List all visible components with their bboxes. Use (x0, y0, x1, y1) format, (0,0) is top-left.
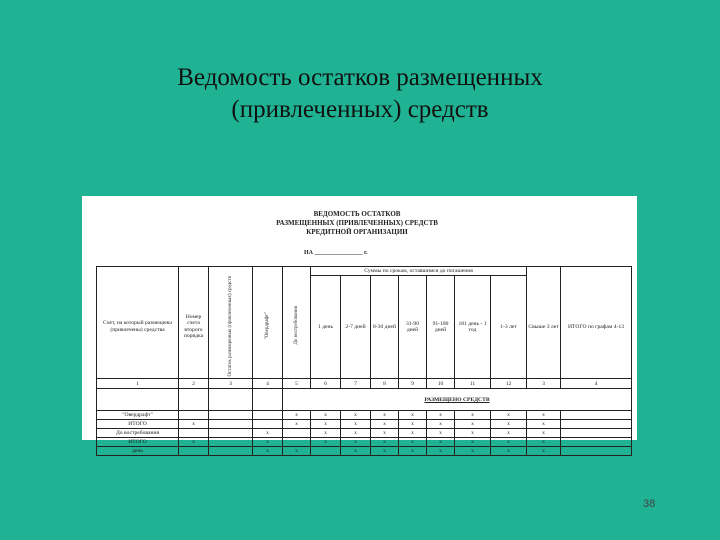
column-header (399, 276, 427, 379)
column-header (253, 276, 283, 379)
column-header-label: До востребования (293, 306, 299, 345)
table-row (97, 411, 632, 420)
table-cell (283, 438, 311, 447)
table-cell (209, 420, 253, 429)
table-cell: x (283, 411, 311, 420)
table-cell: x (399, 438, 427, 447)
table-cell: x (527, 420, 561, 429)
table-cell: x (311, 438, 341, 447)
table-cell: x (455, 447, 491, 456)
column-header (491, 276, 527, 379)
column-header-label: 8-30 дней (373, 323, 396, 330)
table-cell (561, 411, 632, 420)
document-date-line: НА ________________ г. (304, 250, 368, 256)
table-cell: x (341, 420, 371, 429)
table-cell: x (311, 420, 341, 429)
table-cell: x (253, 429, 283, 438)
column-header-label: Свыше 3 лет (528, 323, 559, 330)
table-row (97, 429, 632, 438)
table-cell: x (491, 429, 527, 438)
table-cell (311, 447, 341, 456)
table-header-row (97, 267, 632, 276)
table-cell: x (253, 438, 283, 447)
table-cell: x (427, 429, 455, 438)
table-cell: x (527, 429, 561, 438)
section-label-text: РАЗМЕЩЕНО СРЕДСТВ (424, 396, 490, 403)
table-cell: x (371, 411, 399, 420)
table-cell: x (341, 438, 371, 447)
column-header-label: Счет, на который размещены (привлечены) средства (103, 320, 172, 333)
document-image (82, 196, 637, 455)
table-cell: x (527, 438, 561, 447)
column-number: 9 (399, 379, 427, 389)
table-cell: x (427, 447, 455, 456)
table-cell (561, 447, 632, 456)
table-cell: x (455, 420, 491, 429)
document-heading-line-1: ВЕДОМОСТЬ ОСТАТКОВ (313, 210, 401, 218)
table-cell (561, 420, 632, 429)
column-number: 3 (209, 379, 253, 389)
column-header-label: ИТОГО по графам 4-13 (568, 323, 625, 330)
column-header-label: 181 день - 1 год (458, 320, 487, 334)
slide-title-line-1: Ведомость остатков размещенных (177, 64, 543, 91)
section-row (97, 389, 632, 411)
column-header-label: 91-180 дней (432, 320, 449, 334)
table-cell (179, 411, 209, 420)
table-cell: x (399, 420, 427, 429)
table-cell (209, 429, 253, 438)
page-number: 38 (643, 498, 656, 510)
table-cell: x (371, 420, 399, 429)
document-heading (232, 210, 482, 237)
table-cell: x (283, 420, 311, 429)
column-number: 4 (253, 379, 283, 389)
table-cell: x (427, 438, 455, 447)
row-label: ИТОГО (97, 420, 179, 429)
column-number: 12 (491, 379, 527, 389)
section-spacer (209, 389, 253, 411)
table-cell: x (371, 429, 399, 438)
table-cell (209, 447, 253, 456)
column-header (371, 276, 399, 379)
balance-table (96, 266, 632, 456)
table-cell (253, 411, 283, 420)
table-cell (561, 429, 632, 438)
table-cell: x (491, 411, 527, 420)
column-header (427, 276, 455, 379)
section-spacer (253, 389, 283, 411)
document-heading-line-3: КРЕДИТНОЙ ОРГАНИЗАЦИИ (306, 228, 408, 236)
table-cell: x (341, 411, 371, 420)
table-cell: x (311, 429, 341, 438)
column-number: 2 (179, 379, 209, 389)
table-row (97, 447, 632, 456)
column-number: 3 (527, 379, 561, 389)
column-header-label: 31-90 дней (405, 320, 420, 334)
table-cell: x (527, 411, 561, 420)
column-number: 11 (455, 379, 491, 389)
column-header (97, 276, 179, 379)
header-cell-14-top (561, 267, 632, 276)
column-number: 1 (97, 379, 179, 389)
table-cell: x (399, 429, 427, 438)
column-header-label: "Овердрафт" (264, 312, 270, 340)
document-heading-line-2: РАЗМЕЩЕННЫХ (ПРИВЛЕЧЕННЫХ) СРЕДСТВ (276, 219, 438, 227)
column-number: 6 (311, 379, 341, 389)
slide-title-line-2: (привлеченных) средств (231, 96, 489, 123)
row-label: "Овердрафт" (97, 411, 179, 420)
table-cell: x (455, 429, 491, 438)
row-label: день (97, 447, 179, 456)
table-cell (283, 429, 311, 438)
column-header (341, 276, 371, 379)
column-number: 4 (561, 379, 632, 389)
column-header (311, 276, 341, 379)
header-cell-4-top (253, 267, 283, 276)
column-number: 5 (283, 379, 311, 389)
column-header-label: 1-3 лет (500, 323, 517, 330)
table-cell (209, 438, 253, 447)
header-group-cell: Суммы по срокам, оставшимся до погашения (311, 267, 527, 276)
column-number: 10 (427, 379, 455, 389)
table-cell: x (371, 438, 399, 447)
table-cell: x (399, 411, 427, 420)
column-header-label: 1 день (317, 323, 334, 330)
header-cell-13-top (527, 267, 561, 276)
table-cell: x (427, 411, 455, 420)
table-row (97, 438, 632, 447)
column-number-row (97, 379, 632, 389)
column-header-label: 2-7 дней (345, 323, 366, 330)
column-number: 8 (371, 379, 399, 389)
header-cell-3-top (209, 267, 253, 276)
section-spacer (97, 389, 179, 411)
table-cell: x (341, 429, 371, 438)
table-cell: x (283, 447, 311, 456)
table-cell: x (253, 447, 283, 456)
table-cell: x (455, 411, 491, 420)
section-spacer (179, 389, 209, 411)
table-cell: x (311, 411, 341, 420)
section-label (283, 389, 632, 411)
header-cell-1-top (97, 267, 179, 276)
table-cell: x (455, 438, 491, 447)
table-cell: x (527, 447, 561, 456)
table-cell: x (179, 420, 209, 429)
table-cell: x (491, 438, 527, 447)
table-cell (179, 447, 209, 456)
column-header-label: Остаток размещенных (привлеченных) средств (227, 275, 233, 376)
slide-title (0, 62, 720, 126)
column-header (527, 276, 561, 379)
table-cell: x (491, 420, 527, 429)
row-label: ИТОГО (97, 438, 179, 447)
table-cell (209, 411, 253, 420)
row-label: До востребования (97, 429, 179, 438)
column-header (455, 276, 491, 379)
table-row (97, 420, 632, 429)
table-cell (179, 429, 209, 438)
header-cell-2-top (179, 267, 209, 276)
table-cell: x (371, 447, 399, 456)
table-cell: x (341, 447, 371, 456)
column-header (283, 276, 311, 379)
column-number: 7 (341, 379, 371, 389)
table-cell: x (427, 420, 455, 429)
table-cell: x (179, 438, 209, 447)
table-cell: x (399, 447, 427, 456)
table-cell: x (491, 447, 527, 456)
table-header-row (97, 276, 632, 379)
column-header (179, 276, 209, 379)
column-header (561, 276, 632, 379)
column-header (209, 276, 253, 379)
table-cell (253, 420, 283, 429)
table-cell (561, 438, 632, 447)
header-cell-5-top (283, 267, 311, 276)
column-header-label: Номер счета второго порядка (183, 313, 204, 340)
